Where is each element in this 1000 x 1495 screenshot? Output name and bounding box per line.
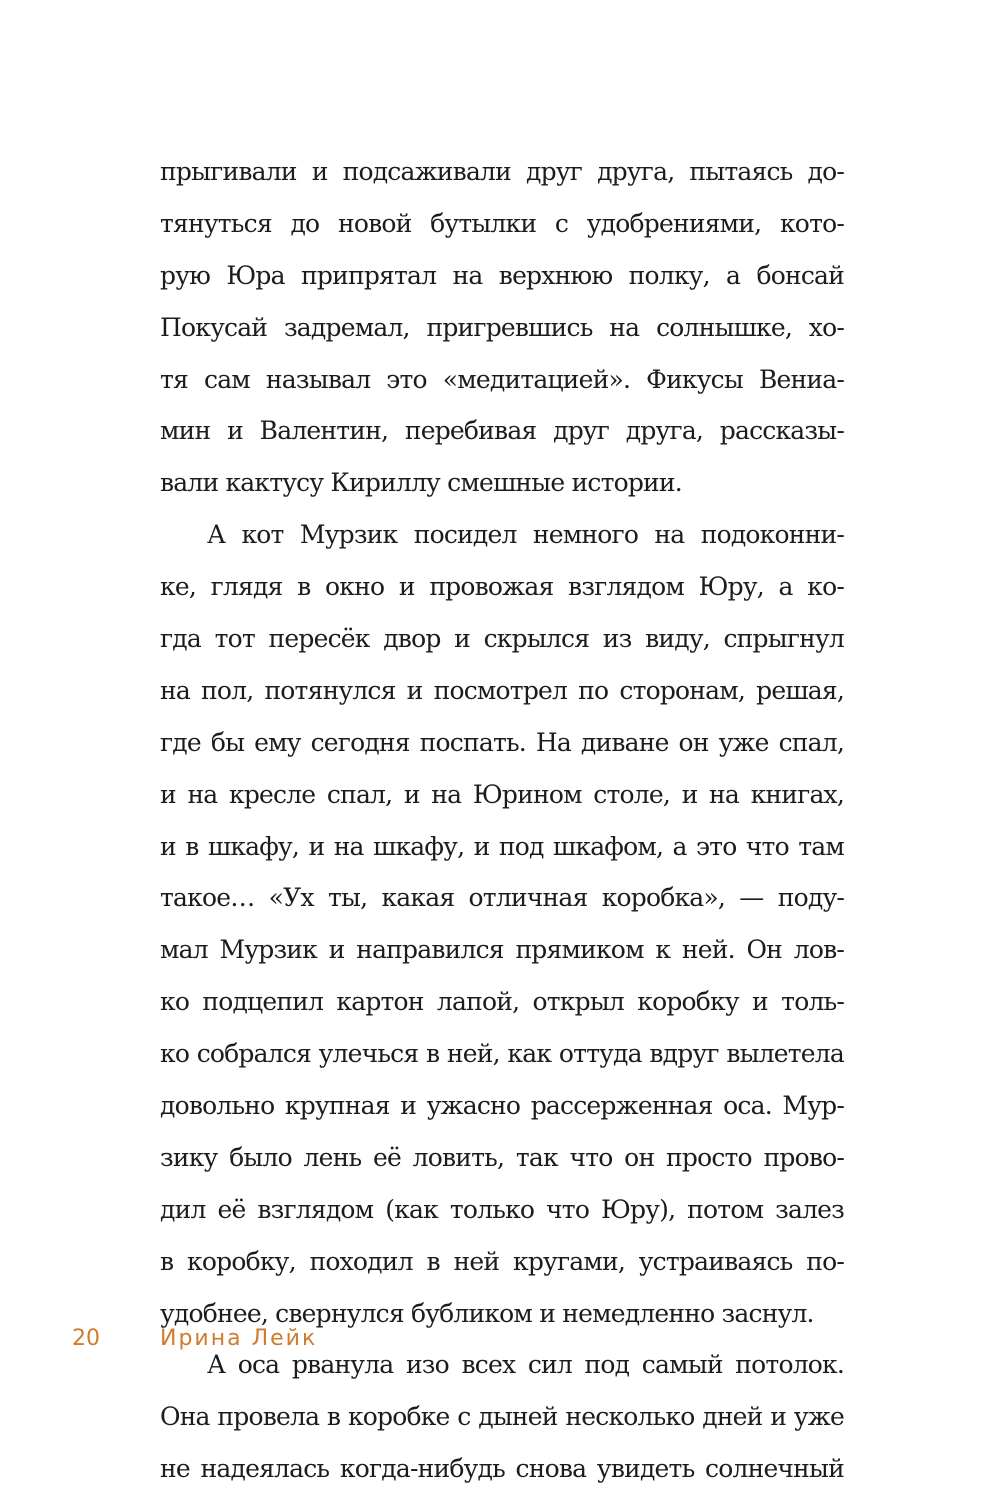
text-line: А оса рванула изо всех сил под самый потолок.	[207, 1350, 844, 1380]
running-footer-author: Ирина Лейк	[160, 1326, 318, 1351]
text-line: Покусай задремал, пригревшись на солнышке, хо-	[160, 312, 844, 342]
text-line: и на кресле спал, и на Юрином столе, и на книгах,	[160, 779, 844, 809]
text-line: прыгивали и подсаживали друг друга, пытаясь до-	[160, 157, 844, 186]
text-line: ке, глядя в окно и провожая взглядом Юру, а ко-	[160, 572, 844, 602]
text-line: дил её взглядом (как только что Юру), потом залез	[160, 1194, 844, 1224]
text-line: где бы ему сегодня поспать. На диване он уже спал,	[160, 727, 844, 757]
text-line: в коробку, походил в ней кругами, устраиваясь по-	[160, 1246, 844, 1276]
text-line: тянуться до новой бутылки с удобрениями, кото-	[160, 208, 844, 238]
text-line: такое… «Ух ты, какая отличная коробка», — поду-	[160, 883, 844, 913]
text-line: тя сам называл это «медитацией». Фикусы Вениа-	[160, 364, 844, 394]
text-line: мин и Валентин, перебивая друг друга, рассказы-	[160, 416, 844, 446]
text-line: зику было лень её ловить, так что он просто прово-	[160, 1142, 844, 1172]
body-text	[160, 146, 844, 1495]
text-line: ко подцепил картон лапой, открыл коробку и толь-	[160, 987, 844, 1017]
text-line: удобнее, свернулся бубликом и немедленно заснул.	[160, 1298, 814, 1328]
page-number: 20	[72, 1326, 100, 1351]
text-line: гда тот пересёк двор и скрылся из виду, спрыгнул	[160, 624, 844, 654]
text-line: мал Мурзик и направился прямиком к ней. Он лов-	[160, 935, 844, 965]
text-line: ко собрался улечься в ней, как оттуда вдруг вылетела	[160, 1039, 844, 1069]
text-line: на пол, потянулся и посмотрел по сторонам, решая,	[160, 675, 844, 705]
text-line: Она провела в коробке с дыней несколько дней и уже	[160, 1402, 844, 1432]
text-line: А кот Мурзик посидел немного на подоконни-	[207, 520, 844, 550]
text-line: и в шкафу, и на шкафу, и под шкафом, а это что там	[160, 831, 844, 861]
text-line: рую Юра припрятал на верхнюю полку, а бонсай	[160, 260, 844, 290]
text-line: вали кактусу Кириллу смешные истории.	[160, 468, 682, 498]
text-line: довольно крупная и ужасно рассерженная оса. Мур-	[160, 1091, 844, 1121]
text-line: не надеялась когда-нибудь снова увидеть солнечный	[160, 1454, 844, 1484]
